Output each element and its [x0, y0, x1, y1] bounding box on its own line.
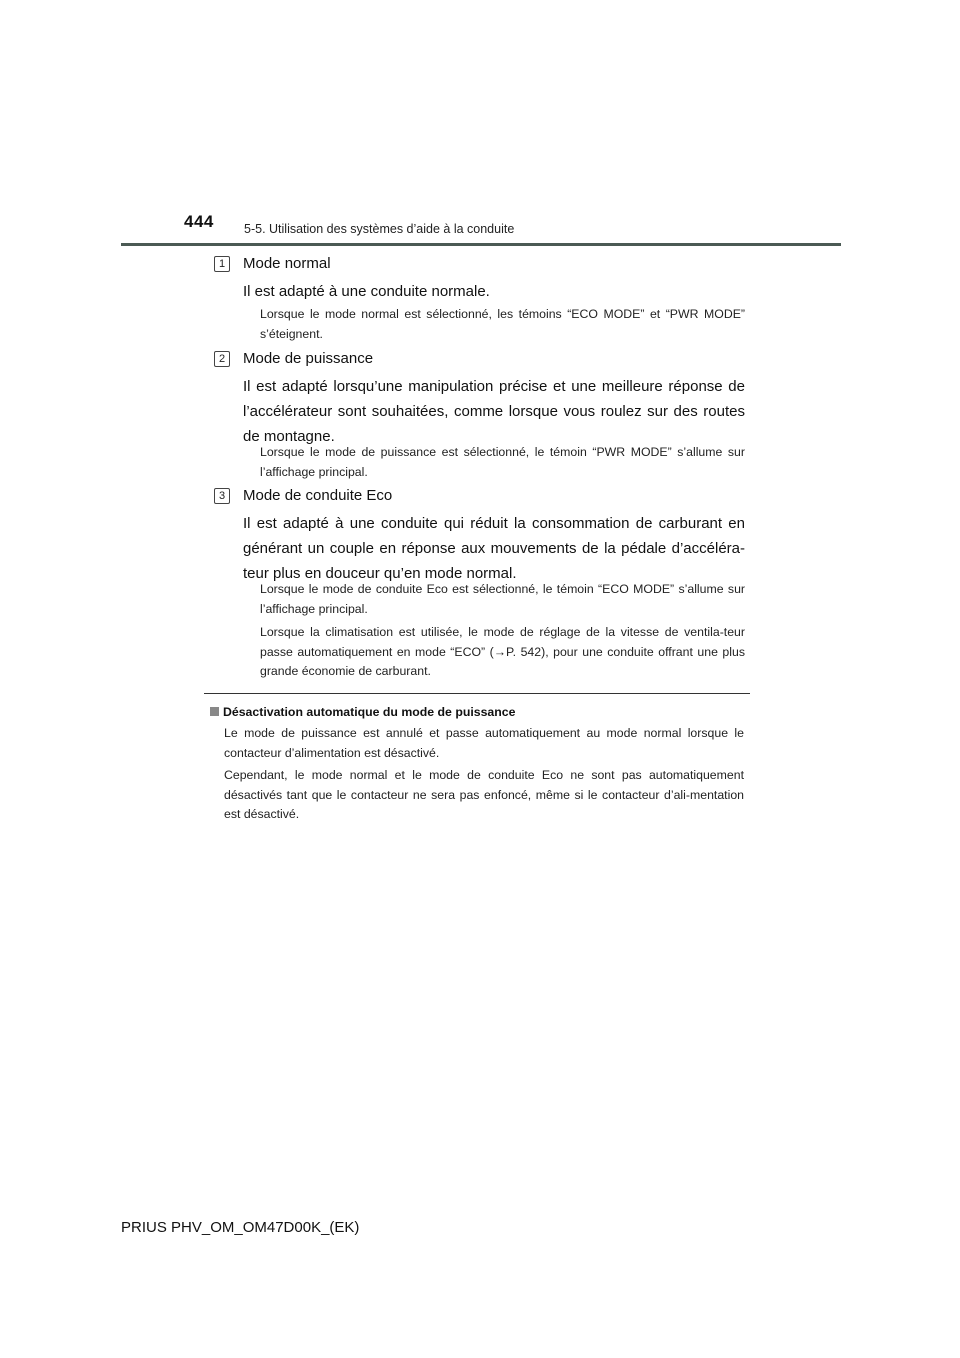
info-paragraph: Cependant, le mode normal et le mode de conduite Eco ne sont pas automatiquement désactivés tant que le contacteur ne sera pas enfoncé, même si le contacteur d’ali-mentation est désactivé.	[224, 768, 744, 821]
mode-title: Mode de conduite Eco	[243, 487, 393, 504]
number-badge: 2	[214, 351, 230, 367]
mode-description: Il est adapté à une conduite qui réduit la consommation de carburant en générant un couple en réponse aux mouvements de la pédale d’accéléra-teur plus en douceur qu’en mode normal.	[243, 515, 745, 582]
mode-title: Mode normal	[243, 255, 331, 272]
mode-note: Lorsque la climatisation est utilisée, le mode de réglage de la vitesse de ventila-teur passe automatiquement en mode “ECO” (→P. 542), pour une conduite offrant une plus grande économie de carburant.	[260, 625, 745, 678]
mode-description: Il est adapté lorsqu’une manipulation précise et une meilleure réponse de l’accélérateur sont souhaitées, comme lorsque vous roulez sur des routes de montagne.	[243, 378, 745, 445]
document-code: PRIUS PHV_OM_OM47D00K_(EK)	[121, 1219, 360, 1236]
info-paragraph: Le mode de puissance est annulé et passe automatiquement au mode normal lorsque le contacteur d’alimentation est désactivé.	[224, 726, 744, 760]
mode-description: Il est adapté à une conduite normale.	[243, 283, 490, 300]
info-divider	[204, 693, 750, 694]
mode-note: Lorsque le mode normal est sélectionné, les témoins “ECO MODE” et “PWR MODE” s’éteignent.	[260, 307, 745, 341]
mode-title: Mode de puissance	[243, 350, 374, 367]
header-divider	[121, 243, 841, 246]
number-badge: 1	[214, 256, 230, 272]
info-heading	[210, 705, 515, 719]
square-bullet-icon	[210, 707, 219, 716]
mode-note: Lorsque le mode de puissance est sélectionné, le témoin “PWR MODE” s’allume sur l’affichage principal.	[260, 445, 745, 479]
page-number: 444	[184, 212, 214, 231]
number-badge: 3	[214, 488, 230, 504]
info-heading-text: Désactivation automatique du mode de puissance	[223, 705, 516, 719]
section-title: 5-5. Utilisation des systèmes d’aide à la conduite	[244, 222, 515, 236]
mode-note: Lorsque le mode de conduite Eco est sélectionné, le témoin “ECO MODE” s’allume sur l’affichage principal.	[260, 582, 745, 616]
